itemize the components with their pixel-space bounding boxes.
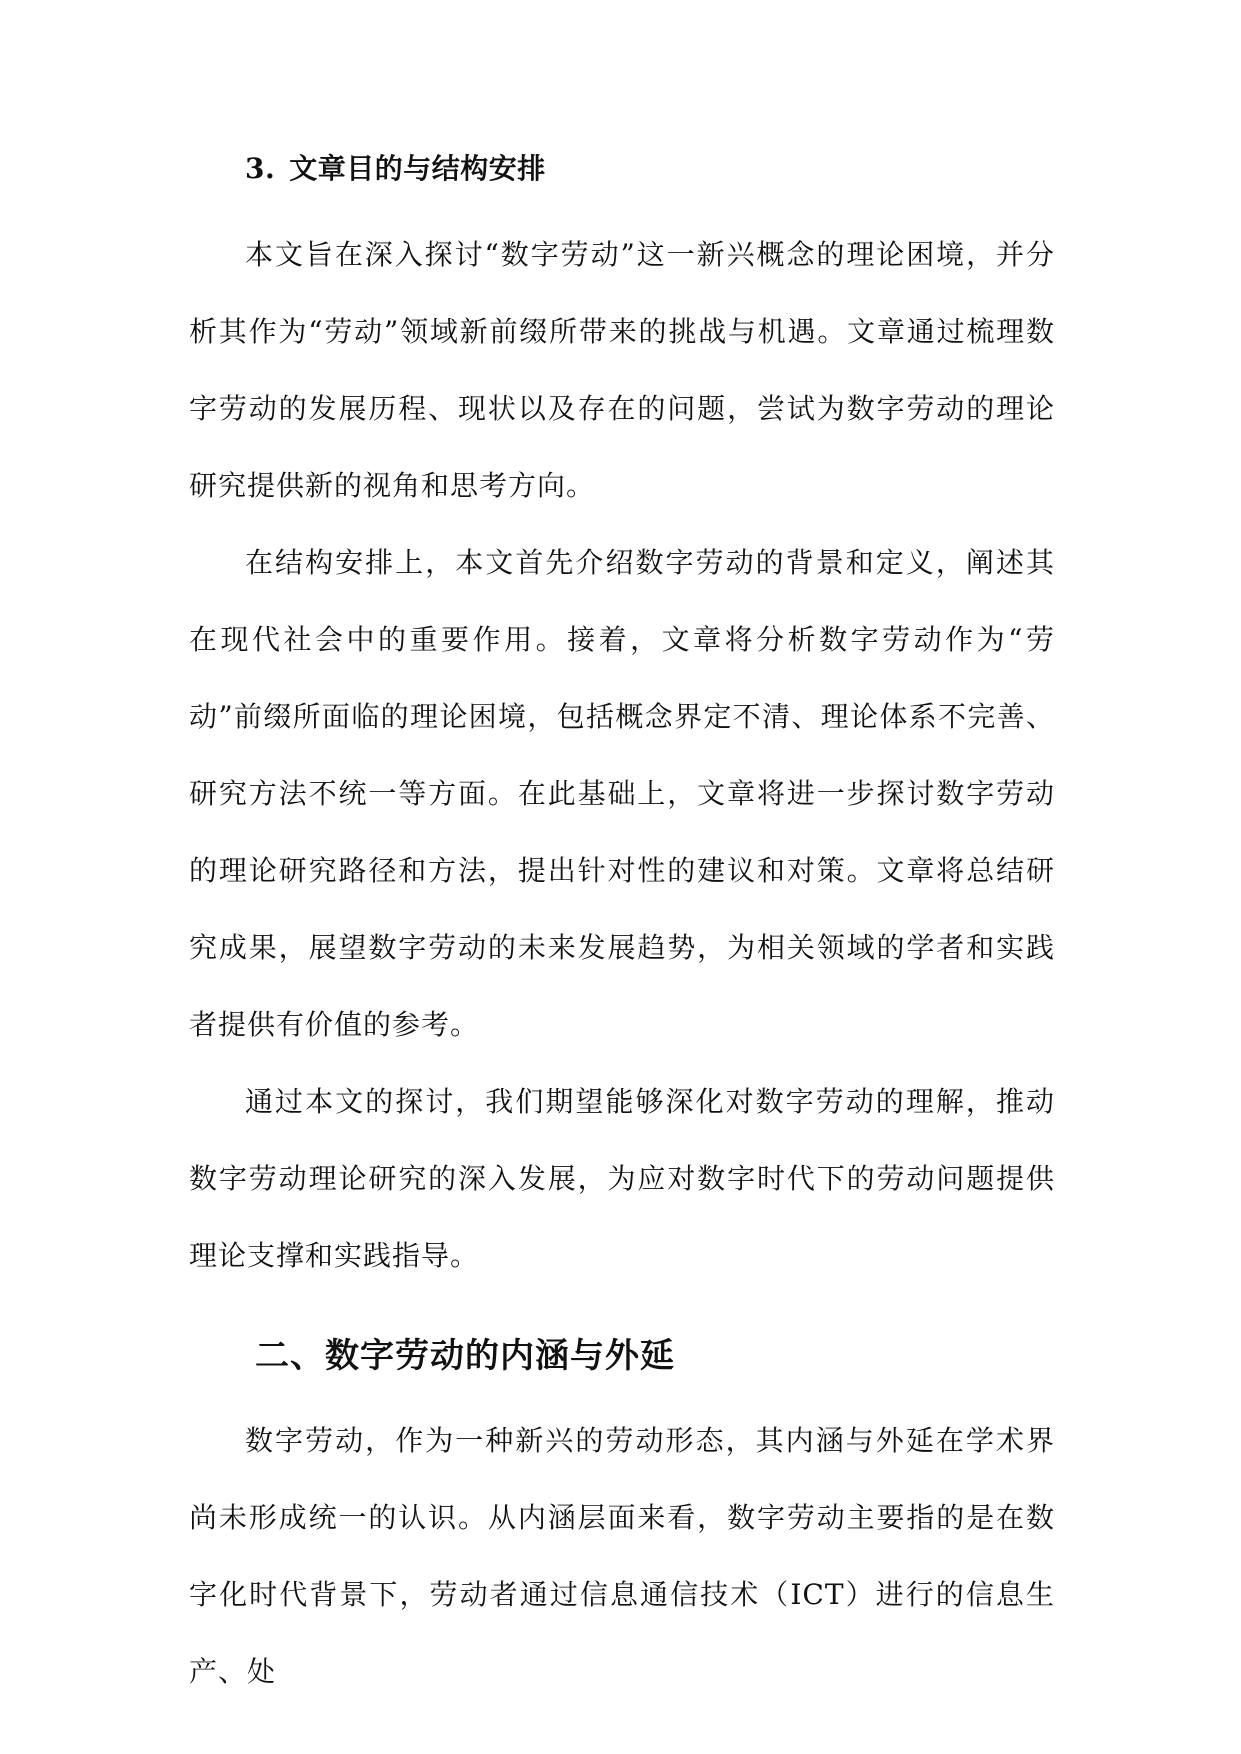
paragraph-purpose: 本文旨在深入探讨“数字劳动”这一新兴概念的理论困境，并分析其作为“劳动”领域新前缀所带来的挑战与机遇。文章通过梳理数字劳动的发展历程、现状以及存在的问题，尝试为数字劳动的理论研究提供新的视角和思考方向。 (189, 238, 1055, 502)
paragraph-expectation: 通过本文的探讨，我们期望能够深化对数字劳动的理解，推动数字劳动理论研究的深入发展，为应对数字时代下的劳动问题提供理论支撑和实践指导。 (189, 1085, 1055, 1272)
page-content (189, 146, 1055, 1710)
subsection-title: 文章目的与结构安排 (289, 152, 546, 185)
paragraph-structure: 在结构安排上，本文首先介绍数字劳动的背景和定义，阐述其在现代社会中的重要作用。接着，文章将分析数字劳动作为“劳动”前缀所面临的理论困境，包括概念界定不清、理论体系不完善、研究方法不统一等方面。在此基础上，文章将进一步探讨数字劳动的理论研究路径和方法，提出针对性的建议和对策。文章将总结研究成果，展望数字劳动的未来发展趋势，为相关领域的学者和实践者提供有价值的参考。 (189, 546, 1055, 1041)
subsection-heading (189, 146, 1055, 192)
subsection-number: 3. (245, 152, 276, 185)
paragraph-definition: 数字劳动，作为一种新兴的劳动形态，其内涵与外延在学术界尚未形成统一的认识。从内涵层面来看，数字劳动主要指的是在数字化时代背景下，劳动者通过信息通信技术（ICT）进行的信息生产、处 (189, 1424, 1055, 1688)
section-heading: 二、数字劳动的内涵与外延 (255, 1336, 675, 1376)
